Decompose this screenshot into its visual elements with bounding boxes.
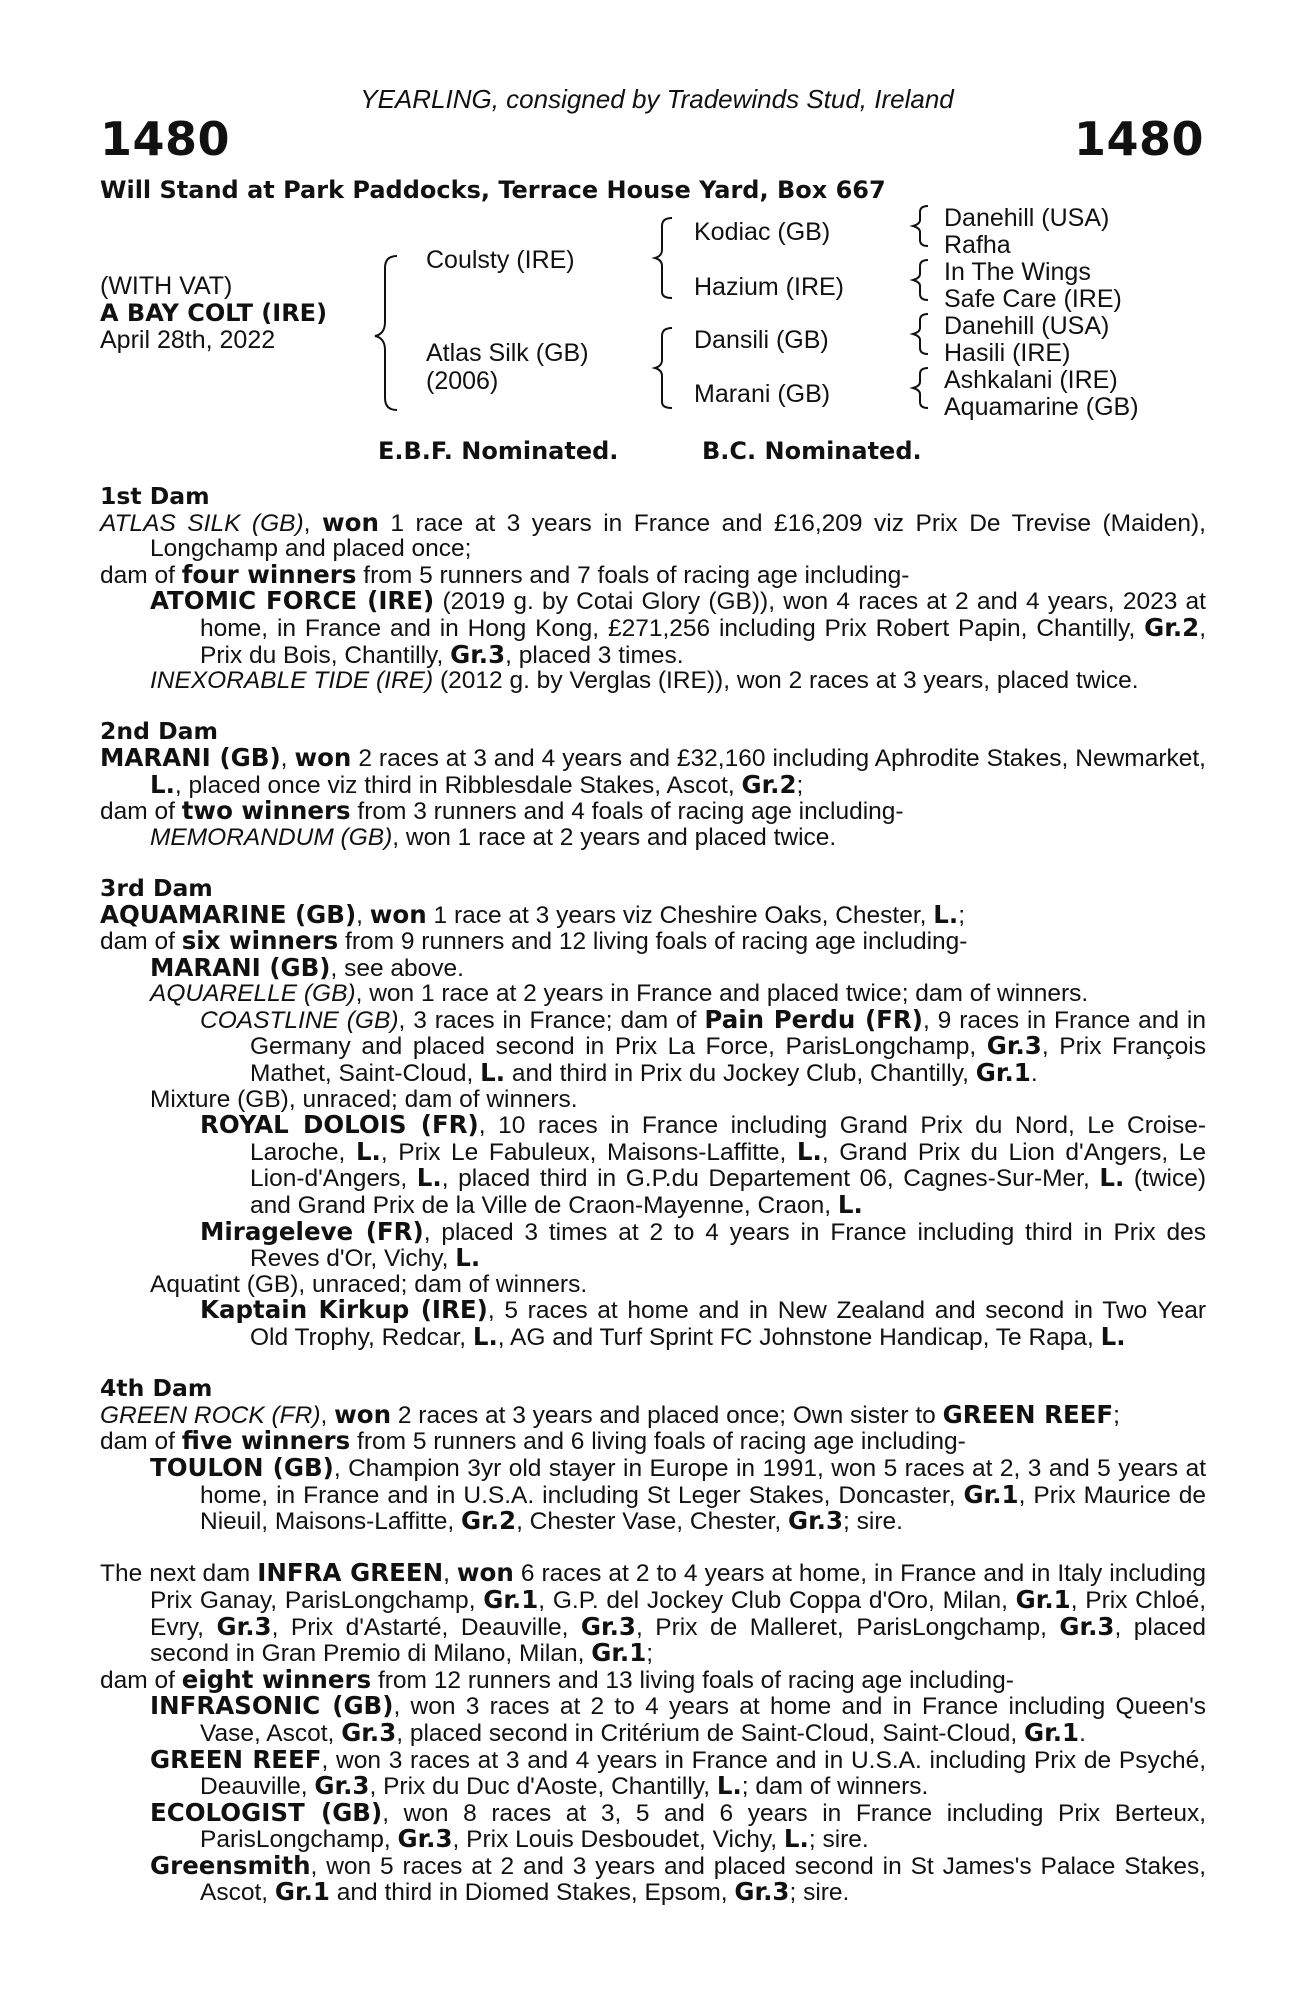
horse-dob: April 28th, 2022 xyxy=(100,326,276,354)
produce-kaptain-kirkup: Kaptain Kirkup (IRE), 5 races at home and in New Zealand and second in Two Year Old Trophy, Redcar, L., AG and Turf Sprint FC Johnstone Handicap, Te Rapa, L. xyxy=(200,1295,1206,1351)
pedigree-sire: Coulsty (IRE) xyxy=(426,246,575,274)
pedigree-g4-3: In The Wings xyxy=(944,258,1091,286)
brace-gen3-2 xyxy=(913,260,928,300)
third-dam-heading: 3rd Dam xyxy=(100,873,213,902)
brace-gen3-1 xyxy=(913,206,928,246)
brace-gen2-bottom xyxy=(655,328,672,408)
produce-mixture: Mixture (GB), unraced; dam of winners. xyxy=(150,1085,578,1113)
produce-marani: MARANI (GB), see above. xyxy=(150,952,464,982)
bc-nomination: B.C. Nominated. xyxy=(702,437,922,465)
vat-note: (WITH VAT) xyxy=(100,272,233,300)
pedigree-g4-5: Danehill (USA) xyxy=(944,312,1110,340)
pedigree-g4-7: Ashkalani (IRE) xyxy=(944,366,1118,394)
pedigree-dam: Atlas Silk (GB) xyxy=(426,339,589,367)
ebf-nomination: E.B.F. Nominated. xyxy=(378,437,619,465)
next-dam-produce-summary: dam of eight winners from 12 runners and 13 living foals of racing age including- xyxy=(100,1664,1014,1694)
first-dam-produce-summary: dam of four winners from 5 runners and 7 foals of racing age including- xyxy=(100,559,910,589)
stand-location: Will Stand at Park Paddocks, Terrace House Yard, Box 667 xyxy=(100,176,886,204)
lot-number-left: 1480 xyxy=(100,112,231,166)
horse-name: A BAY COLT (IRE) xyxy=(100,299,328,327)
produce-coastline: COASTLINE (GB), 3 races in France; dam of Pain Perdu (FR), 9 races in France and in Germany and placed second in Prix La Force, ParisLongchamp, Gr.3, Prix François Mathet, Saint-Cloud, L. and third in Prix du Jockey Club, Chantilly, Gr.1. xyxy=(200,1004,1207,1088)
fourth-dam-record: GREEN ROCK (FR), won 2 races at 3 years and placed once; Own sister to GREEN REEF; xyxy=(100,1399,1120,1429)
produce-record xyxy=(100,484,1206,1906)
pedigree-dam-year: (2006) xyxy=(426,367,499,395)
pedigree-sire-dam: Hazium (IRE) xyxy=(694,273,845,301)
fourth-dam-produce-summary: dam of five winners from 5 runners and 6 living foals of racing age including- xyxy=(100,1426,966,1456)
produce-green-reef: GREEN REEF, won 3 races at 3 and 4 years in France and in U.S.A. including Prix de Psyché, Deauville, Gr.3, Prix du Duc d'Aoste, Chantilly, L.; dam of winners. xyxy=(150,1744,1206,1801)
pedigree-g4-1: Danehill (USA) xyxy=(944,204,1110,232)
brace-gen3-4 xyxy=(913,368,928,408)
third-dam-produce-summary: dam of six winners from 9 runners and 12 living foals of racing age including- xyxy=(100,926,968,956)
produce-mirageleve: Mirageleve (FR), placed 3 times at 2 to 4 years in France including third in Prix des Reves d'Or, Vichy, L. xyxy=(200,1216,1206,1273)
brace-gen3-3 xyxy=(913,314,928,354)
pedigree-dam-dam: Marani (GB) xyxy=(694,380,831,408)
pedigree-g4-4: Safe Care (IRE) xyxy=(944,285,1122,313)
second-dam-produce-summary: dam of two winners from 3 runners and 4 foals of racing age including- xyxy=(100,796,904,826)
second-dam-record: MARANI (GB), won 2 races at 3 and 4 years and £32,160 including Aphrodite Stakes, Newmarket, L., placed once viz third in Ribblesdale Stakes, Ascot, Gr.2; xyxy=(100,742,1206,799)
produce-aquarelle: AQUARELLE (GB), won 1 race at 2 years in France and placed twice; dam of winners. xyxy=(150,980,1089,1008)
pedigree-g4-8: Aquamarine (GB) xyxy=(944,393,1139,421)
pedigree-dam-sire: Dansili (GB) xyxy=(694,326,829,354)
produce-greensmith: Greensmith, won 5 races at 2 and 3 years and placed second in St James's Palace Stakes, Ascot, Gr.1 and third in Diomed Stakes, Epsom, Gr.3; sire. xyxy=(150,1850,1206,1907)
produce-inexorable-tide: INEXORABLE TIDE (IRE) (2012 g. by Verglas (IRE)), won 2 races at 3 years, placed twice. xyxy=(150,667,1139,695)
first-dam-heading: 1st Dam xyxy=(100,482,210,510)
pedigree-g4-2: Rafha xyxy=(944,231,1011,259)
produce-aquatint: Aquatint (GB), unraced; dam of winners. xyxy=(150,1270,588,1298)
produce-infrasonic: INFRASONIC (GB), won 3 races at 2 to 4 years at home and in France including Queen's Vase, Ascot, Gr.3, placed second in Critérium de Saint-Cloud, Saint-Cloud, Gr.1. xyxy=(150,1691,1206,1747)
produce-royal-dolois: ROYAL DOLOIS (FR), 10 races in France including Grand Prix du Nord, Le Croise-Laroche, L., Prix Le Fabuleux, Maisons-Laffitte, L., Grand Prix du Lion d'Angers, Le Lion-d'Angers, L., placed third in G.P.du Departement 06, Cagnes-Sur-Mer, L. (twice) and Grand Prix de la Ville de Craon-Mayenne, Craon, L. xyxy=(200,1110,1206,1220)
second-dam-heading: 2nd Dam xyxy=(100,717,218,746)
catalogue-subtitle: YEARLING, consigned by Tradewinds Stud, Ireland xyxy=(360,84,954,114)
next-dam-record: The next dam INFRA GREEN, won 6 races at 2 to 4 years at home, in France and in Italy including Prix Ganay, ParisLongchamp, Gr.1, G.P. del Jockey Club Coppa d'Oro, Milan, Gr.1, Prix Chloé, Evry, Gr.3, Prix d'Astarté, Deauville, Gr.3, Prix de Malleret, ParisLongchamp, Gr.3, placed second in Gran Premio di Milano, Milan, Gr.1; xyxy=(100,1558,1207,1668)
brace-gen2-top xyxy=(655,218,672,298)
brace-gen1 xyxy=(375,256,397,410)
pedigree-g4-6: Hasili (IRE) xyxy=(944,339,1071,367)
pedigree-sire-sire: Kodiac (GB) xyxy=(694,218,831,246)
lot-number-right: 1480 xyxy=(1073,112,1204,166)
produce-toulon: TOULON (GB), Champion 3yr old stayer in Europe in 1991, won 5 races at 2, 3 and 5 years at home, in France and in U.S.A. including St Leger Stakes, Doncaster, Gr.1, Prix Maurice de Nieuil, Maisons-Laffitte, Gr.2, Chester Vase, Chester, Gr.3; sire. xyxy=(150,1452,1207,1536)
produce-memorandum: MEMORANDUM (GB), won 1 race at 2 years and placed twice. xyxy=(150,823,837,851)
third-dam-record: AQUAMARINE (GB), won 1 race at 3 years viz Cheshire Oaks, Chester, L.; xyxy=(100,899,965,929)
fourth-dam-heading: 4th Dam xyxy=(100,1374,213,1403)
produce-ecologist: ECOLOGIST (GB), won 8 races at 3, 5 and 6 years in France including Prix Berteux, ParisLongchamp, Gr.3, Prix Louis Desboudet, Vichy, L.; sire. xyxy=(150,1797,1207,1854)
first-dam-record: ATLAS SILK (GB), won 1 race at 3 years in France and £16,209 viz Prix De Trevise (Maiden), Longchamp and placed once; xyxy=(100,507,1206,563)
produce-atomic-force: ATOMIC FORCE (IRE) (2019 g. by Cotai Glory (GB)), won 4 races at 2 and 4 years, 2023 at home, in France and in Hong Kong, £271,256 including Prix Robert Papin, Chantilly, Gr.2, Prix du Bois, Chantilly, Gr.3, placed 3 times. xyxy=(150,586,1206,669)
